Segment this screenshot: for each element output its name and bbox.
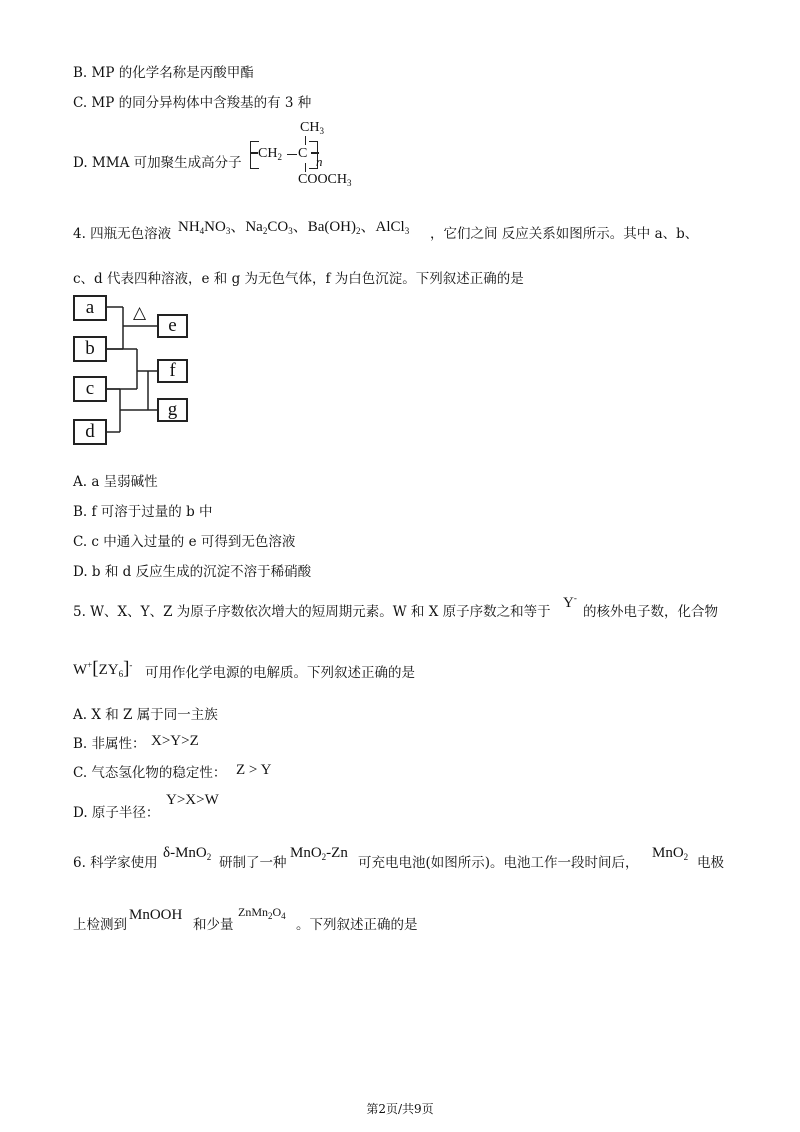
box-e: e (157, 314, 188, 338)
q3-option-c: C. MP 的同分异构体中含羧基的有 3 种 (73, 95, 312, 111)
box-f: f (157, 359, 188, 383)
q6-t4: 电极 (697, 855, 724, 871)
q5-line2: 可用作化学电源的电解质。下列叙述正确的是 (145, 665, 415, 681)
q4-option-c: C. c 中通入过量的 e 可得到无色溶液 (73, 534, 296, 550)
polymer-ch2: $CH_2$ (258, 146, 282, 162)
box-g: g (157, 398, 188, 422)
q6-t2: 研制了一种 (219, 855, 287, 871)
diagram-lines (0, 0, 800, 460)
q5-line1-end: 的核外电子数，化合物 (583, 604, 718, 620)
q6-t7: 。下列叙述正确的是 (296, 917, 418, 933)
q4-reagents: $NH_4NO_3$、$Na_2CO_3$、$Ba(OH)_2$、AlCl$_3$ (178, 219, 410, 236)
polymer-cooch3: $COOCH_3$ (298, 172, 352, 188)
q4-option-b: B. f 可溶于过量的 b 中 (73, 504, 213, 520)
q6-f1: δ-MnO$_2$ (163, 845, 212, 862)
q5-option-b: B. 非属性： (73, 736, 146, 752)
q5-option-d: D. 原子半径： (73, 805, 160, 821)
q6-t6: 和少量 (193, 917, 234, 933)
q5-option-c: C. 气态氢化物的稳定性： (73, 765, 227, 781)
box-b: b (73, 336, 107, 362)
polymer-n: n (316, 154, 323, 169)
q4-suffix: ，它们之间 反应关系如图所示。其中 a、b、 (430, 226, 699, 242)
q5-option-b-formula: X>Y>Z (151, 733, 199, 749)
q6-f2: MnO$_2$-Zn (290, 845, 348, 862)
q5-option-c-formula: Z > Y (236, 762, 272, 778)
q6-t5: 上检测到 (73, 917, 127, 933)
q5-compound: $W^+[ZY_6]^-$ (73, 658, 133, 679)
q6-t3: 可充电电池(如图所示)。电池工作一段时间后， (358, 855, 639, 871)
q5-line1: 5. W、X、Y、Z 为原子序数依次增大的短周期元素。W 和 X 原子序数之和等于 (73, 604, 551, 620)
q4-prefix: 4. 四瓶无色溶液 (73, 226, 172, 242)
q4-option-a: A. a 呈弱碱性 (73, 474, 158, 490)
q3-option-d: D. MMA 可加聚生成高分子 (73, 155, 242, 171)
q6-t1: 6. 科学家使用 (73, 855, 158, 871)
q5-y-ion: Y- (563, 593, 577, 611)
box-c: c (73, 376, 107, 402)
q6-f4: MnOOH (129, 907, 183, 923)
polymer-c: C (298, 146, 308, 161)
box-d: d (73, 419, 107, 445)
q5-option-d-formula: Y>X>W (166, 792, 219, 808)
q6-f5: $ZnMn_2O_4$ (238, 905, 286, 921)
q5-option-a: A. X 和 Z 属于同一主族 (73, 707, 218, 723)
polymer-ch3: $CH_3$ (300, 120, 324, 136)
page-footer: 第2页/共9页 (366, 1102, 434, 1116)
q6-f3: MnO$_2$ (652, 845, 689, 862)
heat-symbol: △ (133, 303, 147, 322)
box-a: a (73, 295, 107, 321)
q4-line2: c、d 代表四种溶液，e 和 g 为无色气体，f 为白色沉淀。下列叙述正确的是 (73, 271, 524, 287)
q4-option-d: D. b 和 d 反应生成的沉淀不溶于稀硝酸 (73, 564, 312, 580)
q3-option-b: B. MP 的化学名称是丙酸甲酯 (73, 65, 254, 81)
